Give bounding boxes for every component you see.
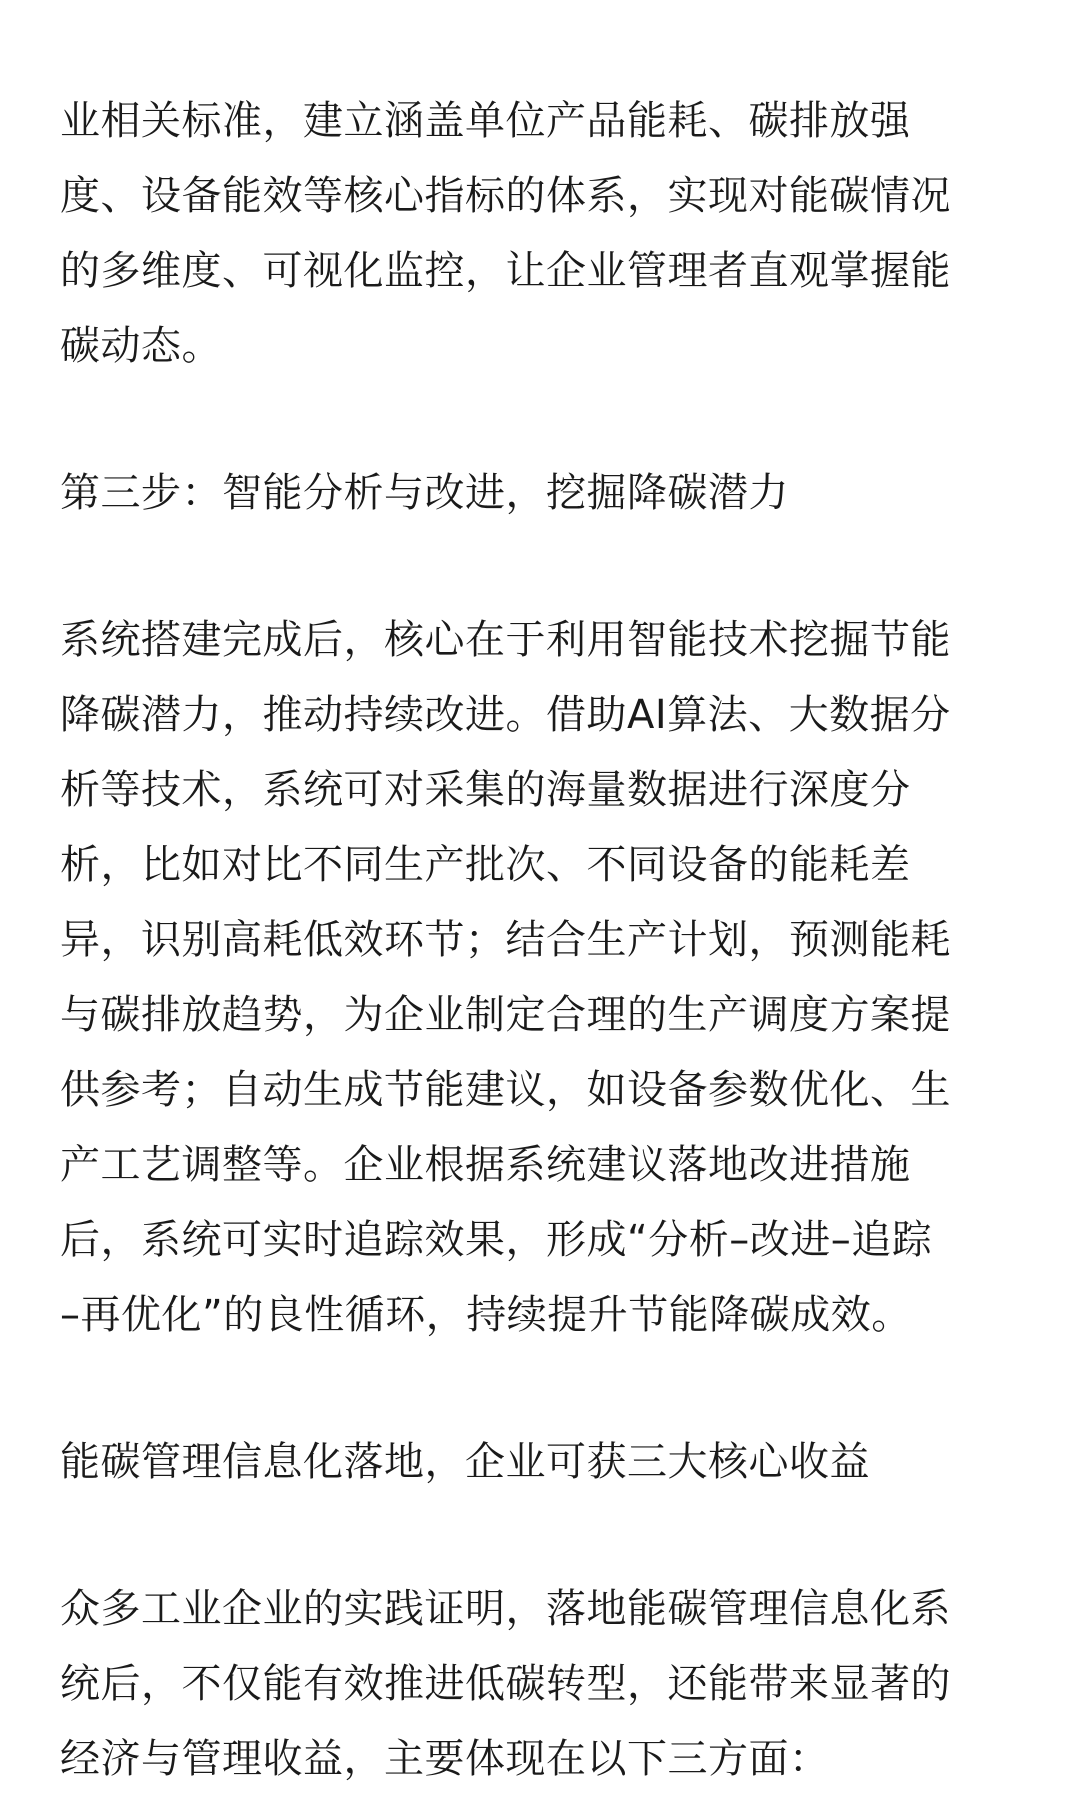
text-line: 后，系统可实时追踪效果，形成“分析–改进–追踪 [60, 1217, 933, 1263]
text-line: –再优化”的良性循环，持续提升节能降碳成效。 [60, 1292, 912, 1338]
paragraph-spacer [60, 1353, 1026, 1425]
text-line: 的多维度、可视化监控，让企业管理者直观掌握能 [60, 248, 951, 294]
text-line: 异，识别高耗低效环节；结合生产计划，预测能耗 [60, 917, 951, 963]
text-line: 产工艺调整等。企业根据系统建议落地改进措施 [60, 1142, 911, 1188]
paragraph-spacer [60, 531, 1026, 603]
section-heading-benefits: 能碳管理信息化落地，企业可获三大核心收益 [60, 1439, 870, 1485]
paragraph-standards [60, 84, 1026, 384]
text-line: 经济与管理收益，主要体现在以下三方面： [60, 1736, 830, 1782]
text-line: 析，比如对比不同生产批次、不同设备的能耗差 [60, 842, 911, 888]
text-line: 统后，不仅能有效推进低碳转型，还能带来显著的 [60, 1661, 951, 1707]
text-line: 业相关标准，建立涵盖单位产品能耗、碳排放强 [60, 98, 911, 144]
text-line: 析等技术，系统可对采集的海量数据进行深度分 [60, 767, 911, 813]
text-line: 系统搭建完成后，核心在于利用智能技术挖掘节能 [60, 617, 951, 663]
paragraph-smart-analysis [60, 603, 1026, 1353]
text-line: 众多工业企业的实践证明，落地能碳管理信息化系 [60, 1586, 951, 1632]
text-line: 度、设备能效等核心指标的体系，实现对能碳情况 [60, 173, 951, 219]
text-line: 与碳排放趋势，为企业制定合理的生产调度方案提 [60, 992, 951, 1038]
text-line: 碳动态。 [60, 323, 222, 369]
section-heading-step3: 第三步：智能分析与改进，挖掘降碳潜力 [60, 470, 789, 516]
paragraph-enterprise-practice [60, 1572, 1026, 1797]
paragraph-spacer [60, 1500, 1026, 1572]
paragraph-spacer [60, 384, 1026, 456]
text-line: 降碳潜力，推动持续改进。借助AI算法、大数据分 [60, 692, 951, 738]
text-line: 供参考；自动生成节能建议，如设备参数优化、生 [60, 1067, 951, 1113]
